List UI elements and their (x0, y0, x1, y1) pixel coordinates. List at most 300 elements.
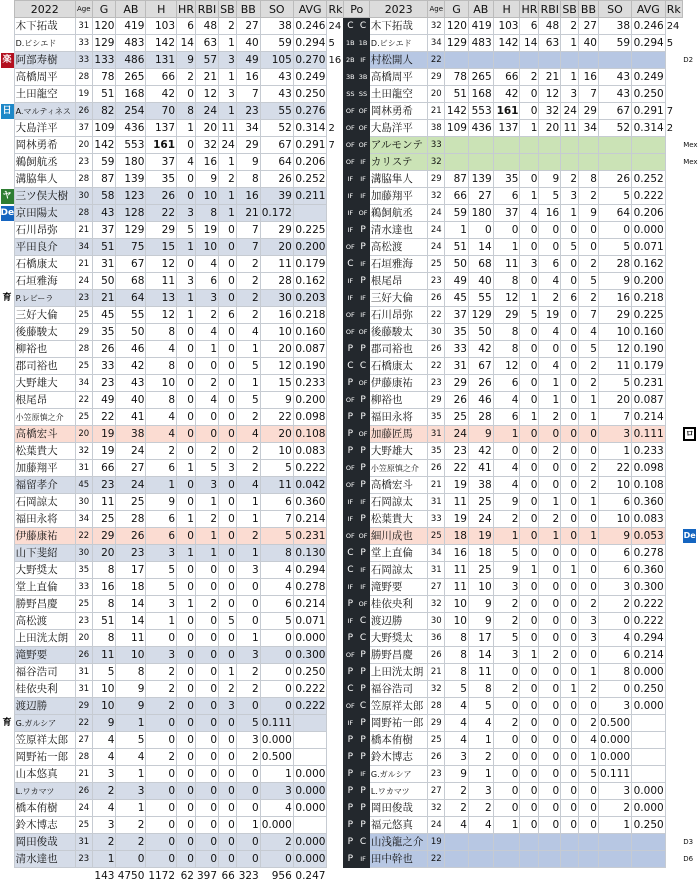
right-walks: 0 (579, 647, 599, 664)
left-player-name: 山本悠真 (14, 766, 75, 783)
left-batting-avg: 0.200 (293, 392, 327, 409)
right-home-runs: 4 (520, 205, 539, 222)
table-row (1, 647, 700, 664)
position-2022: C (344, 18, 357, 35)
left-batting-avg: 0.291 (293, 137, 327, 154)
team-tag (1, 562, 15, 579)
position-2023: P (357, 392, 370, 409)
avg-header: AVG (632, 1, 666, 18)
right-at-bats: 38 (468, 477, 493, 494)
right-stolen-bases: 1 (561, 69, 579, 86)
right-at-bats: 436 (468, 120, 493, 137)
left-rank (327, 239, 344, 256)
left-rank (327, 222, 344, 239)
table-row (1, 324, 700, 341)
left-at-bats: 1 (116, 715, 146, 732)
position-2023: IF (357, 579, 370, 596)
right-stolen-bases: 0 (561, 494, 579, 511)
h-header: H (493, 1, 520, 18)
team-tag (1, 86, 15, 103)
left-batting-avg: 0.222 (293, 460, 327, 477)
right-hits: 103 (493, 18, 520, 35)
table-row (1, 409, 700, 426)
left-player-name: 根尾昂 (14, 392, 75, 409)
right-batting-avg: 0.087 (632, 392, 666, 409)
left-batting-avg: 0.098 (293, 409, 327, 426)
table-row (1, 715, 700, 732)
left-home-runs: 1 (177, 307, 196, 324)
left-home-runs: 2 (177, 69, 196, 86)
left-walks: 1 (236, 494, 260, 511)
right-strikeouts: 52 (598, 120, 631, 137)
right-rbi (539, 851, 561, 868)
left-player-name: 石川昂弥 (14, 222, 75, 239)
left-age: 30 (75, 494, 92, 511)
right-hits: 29 (493, 307, 520, 324)
position-2022: C (344, 562, 357, 579)
right-at-bats: 28 (468, 409, 493, 426)
position-2022: P (344, 851, 357, 868)
right-batting-avg: 0.250 (632, 86, 666, 103)
left-games: 50 (92, 273, 116, 290)
position-2022: IF (344, 222, 357, 239)
right-games: 129 (445, 35, 469, 52)
left-age: 34 (75, 511, 92, 528)
left-rank (327, 664, 344, 681)
left-batting-avg (293, 732, 327, 749)
right-home-runs: 0 (520, 222, 539, 239)
left-rbi: 9 (195, 171, 218, 188)
table-row (1, 732, 700, 749)
position-2022: C (344, 358, 357, 375)
right-strikeouts: 3 (598, 426, 631, 443)
left-games: 21 (92, 290, 116, 307)
right-stolen-bases: 0 (561, 749, 579, 766)
right-age: 25 (428, 528, 445, 545)
table-row (1, 851, 700, 868)
position-2023: IF (357, 171, 370, 188)
left-rank (327, 647, 344, 664)
right-rank (665, 817, 682, 834)
right-hits: 0 (493, 443, 520, 460)
team-tag (1, 307, 15, 324)
left-games: 25 (92, 511, 116, 528)
right-home-runs: 0 (520, 800, 539, 817)
rk-header: Rk (666, 2, 681, 16)
left-home-runs: 0 (177, 409, 196, 426)
right-home-runs (520, 834, 539, 851)
left-home-runs: 0 (177, 766, 196, 783)
team-tag (1, 120, 15, 137)
left-games: 4 (92, 800, 116, 817)
right-walks: 1 (579, 528, 599, 545)
right-stolen-bases (561, 851, 579, 868)
right-strikeouts: 28 (598, 256, 631, 273)
left-strikeouts: 30 (260, 290, 293, 307)
row-note (682, 562, 699, 579)
left-batting-avg: 0.214 (293, 511, 327, 528)
team-tag (1, 392, 15, 409)
left-strikeouts: 55 (260, 103, 293, 120)
right-rank (665, 154, 682, 171)
left-rbi: 5 (195, 460, 218, 477)
row-note (682, 171, 699, 188)
right-games (445, 52, 469, 69)
right-rank (665, 290, 682, 307)
left-games: 51 (92, 86, 116, 103)
left-age: 31 (75, 834, 92, 851)
row-note (682, 800, 699, 817)
left-walks: 2 (236, 443, 260, 460)
left-home-runs: 0 (177, 613, 196, 630)
left-player-name: 三好大倫 (14, 307, 75, 324)
right-games: 31 (445, 358, 469, 375)
left-stolen-bases: 24 (219, 137, 237, 154)
right-at-bats: 5 (468, 698, 493, 715)
row-note (682, 613, 699, 630)
left-age: 28 (75, 171, 92, 188)
right-batting-avg (632, 137, 666, 154)
right-at-bats: 55 (468, 290, 493, 307)
h-header: H (146, 1, 177, 18)
left-age: 21 (75, 256, 92, 273)
right-stolen-bases: 2 (561, 171, 579, 188)
left-stolen-bases: 2 (219, 18, 237, 35)
position-2023: OF (357, 375, 370, 392)
position-2022: C (344, 681, 357, 698)
left-rank (327, 596, 344, 613)
left-strikeouts: 6 (260, 494, 293, 511)
left-batting-avg: 0.206 (293, 154, 327, 171)
left-at-bats: 25 (116, 494, 146, 511)
position-2023: P (357, 511, 370, 528)
left-hits: 0 (146, 766, 177, 783)
left-rank (327, 103, 344, 120)
left-rank (327, 443, 344, 460)
left-player-name: 加藤翔平 (14, 460, 75, 477)
blank (1, 1, 15, 18)
left-games: 142 (92, 137, 116, 154)
left-rank (327, 290, 344, 307)
left-player-name: 鵜飼航丞 (14, 154, 75, 171)
right-stolen-bases: 2 (561, 18, 579, 35)
right-player-name: 木下拓哉 (369, 18, 428, 35)
right-player-name: G.ガルシア (369, 766, 428, 783)
right-rank (665, 358, 682, 375)
left-player-name: 京田陽太 (14, 205, 75, 222)
left-rank (327, 749, 344, 766)
right-hits: 12 (493, 290, 520, 307)
left-at-bats: 4 (116, 749, 146, 766)
table-row (1, 630, 700, 647)
right-hits: 66 (493, 69, 520, 86)
right-at-bats: 19 (468, 528, 493, 545)
right-home-runs: 5 (520, 307, 539, 324)
left-stolen-bases: 1 (219, 103, 237, 120)
right-walks: 1 (579, 749, 599, 766)
right-stolen-bases: 0 (561, 222, 579, 239)
position-2022: P (344, 409, 357, 426)
right-batting-avg: 0.250 (632, 817, 666, 834)
left-rank (327, 426, 344, 443)
right-rank: 24 (666, 20, 680, 32)
position-2023: P (357, 783, 370, 800)
right-batting-avg: 0.233 (632, 443, 666, 460)
left-home-runs: 1 (177, 239, 196, 256)
right-games: 2 (445, 783, 469, 800)
left-age: 25 (75, 358, 92, 375)
left-strikeouts: 5 (260, 528, 293, 545)
right-at-bats: 67 (468, 358, 493, 375)
right-hits: 161 (493, 103, 520, 120)
right-at-bats: 2 (468, 749, 493, 766)
po-header: Po (344, 1, 369, 18)
left-at-bats: 26 (116, 528, 146, 545)
row-note (682, 86, 699, 103)
table-row (1, 18, 700, 35)
left-hits: 0 (146, 732, 177, 749)
left-age: 25 (75, 307, 92, 324)
right-age: 21 (428, 664, 445, 681)
left-stolen-bases: 0 (219, 273, 237, 290)
right-at-bats: 139 (468, 171, 493, 188)
left-stolen-bases: 0 (219, 222, 237, 239)
right-stolen-bases: 5 (561, 239, 579, 256)
left-rank (327, 545, 344, 562)
left-stolen-bases: 0 (219, 358, 237, 375)
right-stolen-bases: 0 (561, 341, 579, 358)
left-hits: 9 (146, 494, 177, 511)
right-rank (665, 375, 682, 392)
left-age: 27 (75, 732, 92, 749)
right-rank (665, 171, 682, 188)
right-home-runs: 0 (520, 494, 539, 511)
left-rank (327, 171, 344, 188)
team-tag (1, 494, 15, 511)
right-age: 31 (428, 562, 445, 579)
left-player-name: 上田洸太朗 (14, 630, 75, 647)
right-home-runs: 1 (520, 562, 539, 579)
right-rank (665, 69, 682, 86)
right-stolen-bases: 0 (561, 715, 579, 732)
right-strikeouts: 16 (598, 290, 631, 307)
right-stolen-bases: 0 (561, 647, 579, 664)
left-rbi: 0 (195, 766, 218, 783)
left-home-runs: 0 (177, 137, 196, 154)
left-rank: 16 (328, 54, 342, 66)
right-rbi: 32 (539, 103, 561, 120)
left-home-runs: 8 (177, 103, 196, 120)
right-age: 23 (428, 273, 445, 290)
right-rank: 5 (666, 37, 674, 49)
right-batting-avg: 0.071 (632, 239, 666, 256)
right-home-runs: 1 (520, 647, 539, 664)
right-batting-avg: 0.291 (632, 103, 666, 120)
right-age: 22 (428, 851, 445, 868)
left-batting-avg: 0.087 (293, 341, 327, 358)
right-at-bats: 42 (468, 341, 493, 358)
left-home-runs: 0 (177, 171, 196, 188)
right-games: 8 (445, 630, 469, 647)
left-age: 31 (75, 460, 92, 477)
left-hits: 5 (146, 579, 177, 596)
left-stolen-bases: 0 (219, 647, 237, 664)
right-walks: 0 (579, 562, 599, 579)
left-age: 37 (75, 120, 92, 137)
left-at-bats: 64 (116, 290, 146, 307)
team-tag (1, 154, 15, 171)
right-walks: 40 (579, 35, 599, 52)
position-2023: P (357, 477, 370, 494)
sb-header: SB (562, 2, 577, 16)
left-strikeouts: 29 (260, 222, 293, 239)
right-rank (665, 613, 682, 630)
ab-header: AB (468, 1, 493, 18)
right-player-name: 高松渡 (369, 239, 428, 256)
left-age: 28 (75, 69, 92, 86)
right-hits: 1 (493, 817, 520, 834)
right-home-runs: 0 (520, 443, 539, 460)
right-games: 9 (445, 766, 469, 783)
left-rank (327, 375, 344, 392)
left-at-bats: 3 (116, 783, 146, 800)
left-rbi: 0 (195, 681, 218, 698)
left-stolen-bases: 2 (219, 681, 237, 698)
total-value: 397 (195, 868, 218, 885)
right-games: 51 (445, 239, 469, 256)
right-batting-avg (632, 749, 666, 766)
right-stolen-bases: 11 (561, 120, 579, 137)
left-batting-avg: 0.294 (293, 35, 327, 52)
left-games: 109 (92, 120, 116, 137)
right-rank (665, 273, 682, 290)
right-rbi: 2 (539, 290, 561, 307)
left-age: 33 (75, 52, 92, 69)
right-stolen-bases: 1 (561, 35, 579, 52)
left-home-runs: 0 (177, 783, 196, 800)
left-batting-avg: 0.179 (293, 256, 327, 273)
left-hits: 15 (146, 239, 177, 256)
left-rbi: 2 (195, 375, 218, 392)
right-age: 24 (428, 239, 445, 256)
right-hits: 1 (493, 528, 520, 545)
left-games: 9 (92, 715, 116, 732)
left-walks: 3 (236, 732, 260, 749)
left-batting-avg: 0.203 (293, 290, 327, 307)
right-age: 29 (428, 715, 445, 732)
left-at-bats: 553 (116, 137, 146, 154)
right-batting-avg: 0.111 (632, 426, 666, 443)
left-age: 33 (75, 35, 92, 52)
right-games: 2 (445, 800, 469, 817)
left-at-bats: 23 (116, 545, 146, 562)
right-player-name: D.ビシエド (369, 35, 428, 52)
team-tag (1, 545, 15, 562)
right-rank (665, 426, 682, 443)
left-walks: 1 (236, 511, 260, 528)
row-note (682, 647, 699, 664)
right-home-runs: 0 (520, 579, 539, 596)
right-rbi: 0 (539, 613, 561, 630)
left-rank: 5 (328, 37, 335, 49)
right-walks: 2 (579, 596, 599, 613)
right-games: 11 (445, 494, 469, 511)
left-walks: 1 (236, 375, 260, 392)
right-home-runs: 0 (520, 460, 539, 477)
left-rbi: 0 (195, 834, 218, 851)
position-2023: C (357, 358, 370, 375)
right-at-bats: 11 (468, 664, 493, 681)
left-hits: 0 (146, 800, 177, 817)
right-hits: 5 (493, 630, 520, 647)
right-home-runs: 0 (520, 511, 539, 528)
left-walks: 1 (236, 817, 260, 834)
left-games: 51 (92, 239, 116, 256)
position-2022: P (344, 596, 357, 613)
bb-header: BB (236, 1, 260, 18)
left-games: 35 (92, 324, 116, 341)
left-stolen-bases: 0 (219, 324, 237, 341)
left-stolen-bases: 0 (219, 290, 237, 307)
right-games: 10 (445, 613, 469, 630)
right-strikeouts: 6 (598, 647, 631, 664)
left-batting-avg: 0.000 (293, 766, 327, 783)
right-strikeouts: 0.000 (598, 732, 631, 749)
right-strikeouts: 3 (598, 579, 631, 596)
right-games: 59 (445, 205, 469, 222)
right-games: 5 (445, 681, 469, 698)
right-home-runs: 0 (520, 681, 539, 698)
total-value: 0.247 (293, 868, 327, 885)
left-hits: 26 (146, 188, 177, 205)
right-games: 25 (445, 409, 469, 426)
right-batting-avg: 0.278 (632, 545, 666, 562)
position-2023: SS (357, 86, 370, 103)
total-value: 956 (260, 868, 293, 885)
right-hits: 11 (493, 256, 520, 273)
rbi-header: RBI (195, 1, 218, 18)
right-walks: 0 (579, 698, 599, 715)
left-hits: 22 (146, 205, 177, 222)
right-home-runs: 0 (520, 749, 539, 766)
right-batting-avg: 0.000 (632, 664, 666, 681)
right-batting-avg (632, 52, 666, 69)
left-walks: 7 (236, 222, 260, 239)
so-header: SO (598, 1, 631, 18)
right-rank (665, 562, 682, 579)
right-walks: 0 (579, 817, 599, 834)
left-batting-avg: 0.249 (293, 69, 327, 86)
left-rbi: 16 (195, 154, 218, 171)
right-at-bats: 2 (468, 800, 493, 817)
left-stolen-bases: 0 (219, 630, 237, 647)
right-hits: 0 (493, 222, 520, 239)
right-strikeouts: 5 (598, 239, 631, 256)
left-home-runs: 0 (177, 358, 196, 375)
right-home-runs: 0 (520, 817, 539, 834)
left-hits: 42 (146, 86, 177, 103)
right-rank (665, 579, 682, 596)
left-age: 24 (75, 800, 92, 817)
left-at-bats: 254 (116, 103, 146, 120)
g-header: G (445, 1, 469, 18)
left-home-runs: 0 (177, 732, 196, 749)
right-home-runs: 0 (520, 171, 539, 188)
right-strikeouts (598, 52, 631, 69)
right-at-bats: 9 (468, 596, 493, 613)
right-rbi: 0 (539, 222, 561, 239)
left-stolen-bases: 0 (219, 256, 237, 273)
